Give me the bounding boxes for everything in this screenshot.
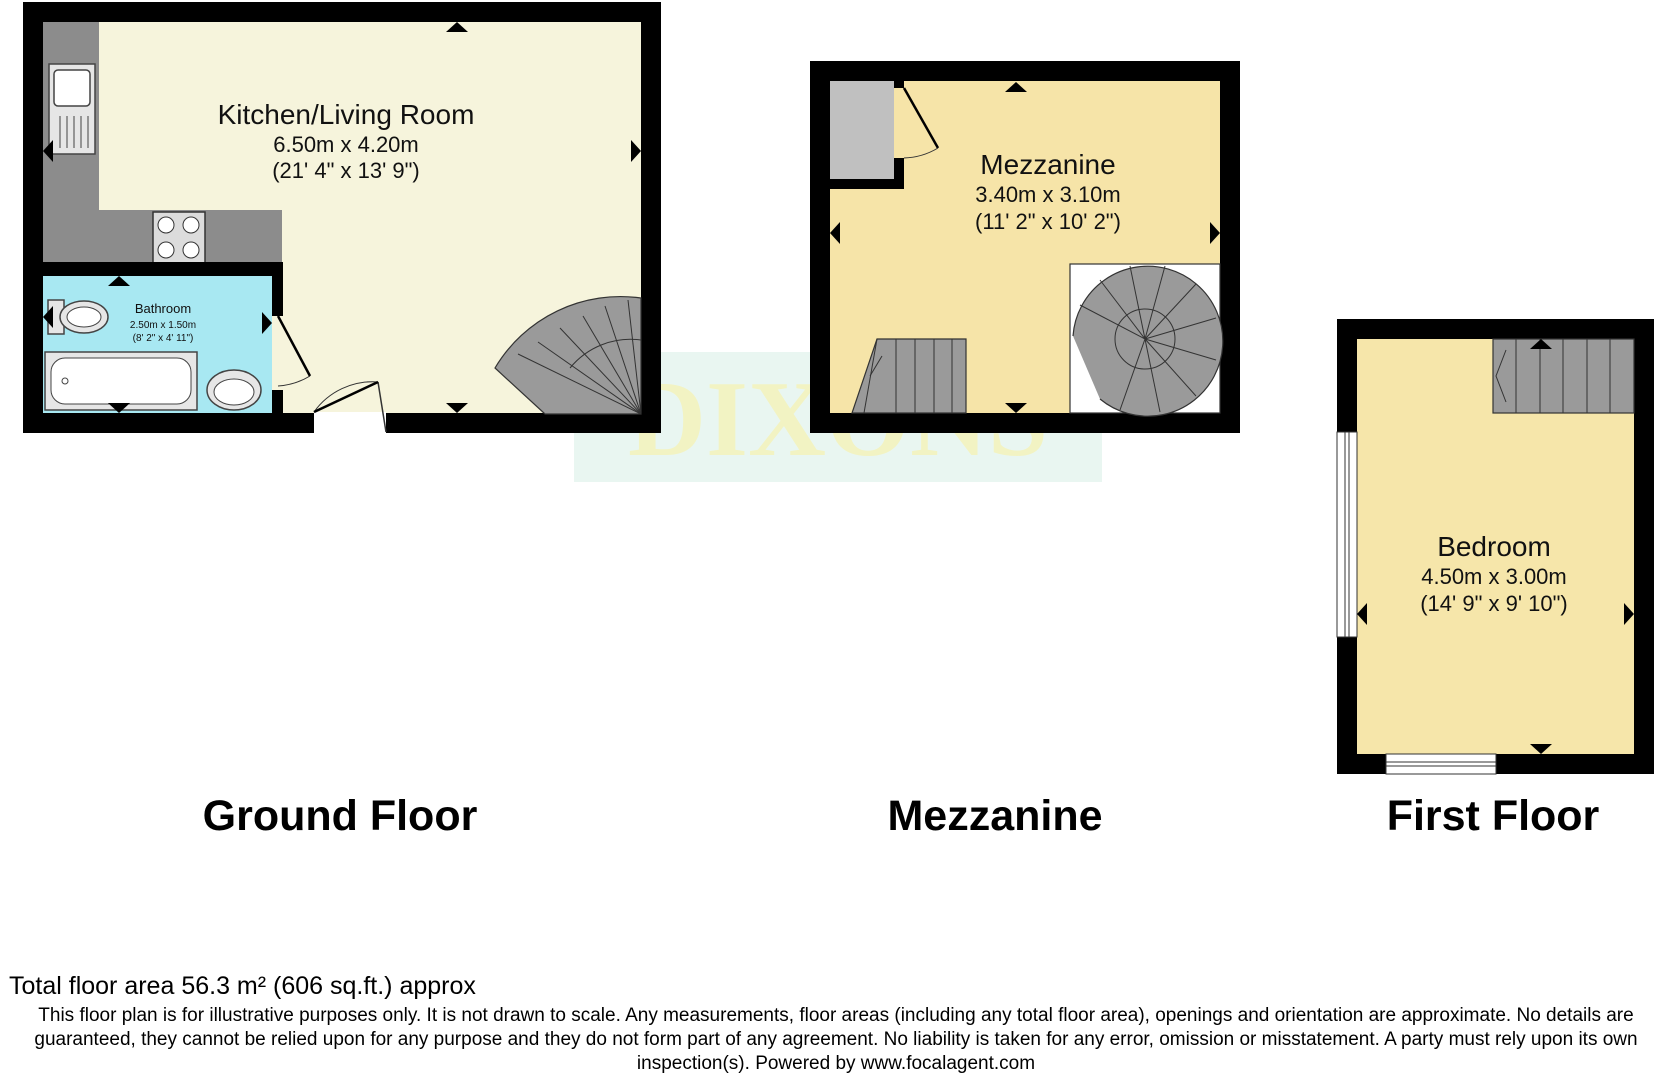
bedroom-metric: 4.50m x 3.00m <box>1421 564 1567 589</box>
mezzanine-plan <box>810 61 1240 433</box>
cupboard <box>830 81 894 179</box>
bathroom-imperial: (8' 2" x 4' 11") <box>132 333 194 344</box>
first-floor-plan <box>1337 319 1654 774</box>
total-floor-area: Total floor area 56.3 m² (606 sq.ft.) approx <box>9 972 476 1000</box>
mezzanine-imperial: (11' 2" x 10' 2") <box>975 209 1121 234</box>
disclaimer: This floor plan is for illustrative purposes only. It is not drawn to scale. Any measurements, floor areas (including any total floor area), openings and orientation are approximate. No details are guaranteed, they cannot be relied upon for any purpose and they do not form part of any agreement. No liability is taken for any error, omission or misstatement. A party must rely upon its own inspection(s). Powered by www.focalagent.com <box>34 1005 1638 1074</box>
window-left <box>1337 432 1357 637</box>
kitchen-metric: 6.50m x 4.20m <box>273 132 419 157</box>
bathroom-name: Bathroom <box>134 301 192 316</box>
mezzanine-metric: 3.40m x 3.10m <box>975 182 1121 207</box>
wash-basin-icon <box>207 370 261 410</box>
mezzanine-title: Mezzanine <box>887 792 1103 840</box>
bathroom-metric: 2.50m x 1.50m <box>129 320 197 331</box>
mezzanine-name: Mezzanine <box>980 149 1116 180</box>
sink-icon <box>49 64 95 154</box>
toilet-icon <box>48 300 108 334</box>
spiral-staircase-mezzanine <box>1070 264 1223 416</box>
bedroom-imperial: (14' 9" x 9' 10") <box>1420 591 1568 616</box>
bathtub-icon <box>45 352 197 410</box>
window-bottom <box>1386 754 1496 774</box>
kitchen-name: Kitchen/Living Room <box>217 99 475 130</box>
ground-floor-title: Ground Floor <box>202 792 478 840</box>
first-floor-title: First Floor <box>1386 792 1600 840</box>
kitchen-imperial: (21' 4" x 13' 9") <box>272 158 420 183</box>
bedroom-name: Bedroom <box>1437 531 1551 562</box>
ground-floor-plan <box>23 2 661 434</box>
straight-stairs-first-floor <box>1493 339 1634 413</box>
hob-icon <box>153 212 205 264</box>
